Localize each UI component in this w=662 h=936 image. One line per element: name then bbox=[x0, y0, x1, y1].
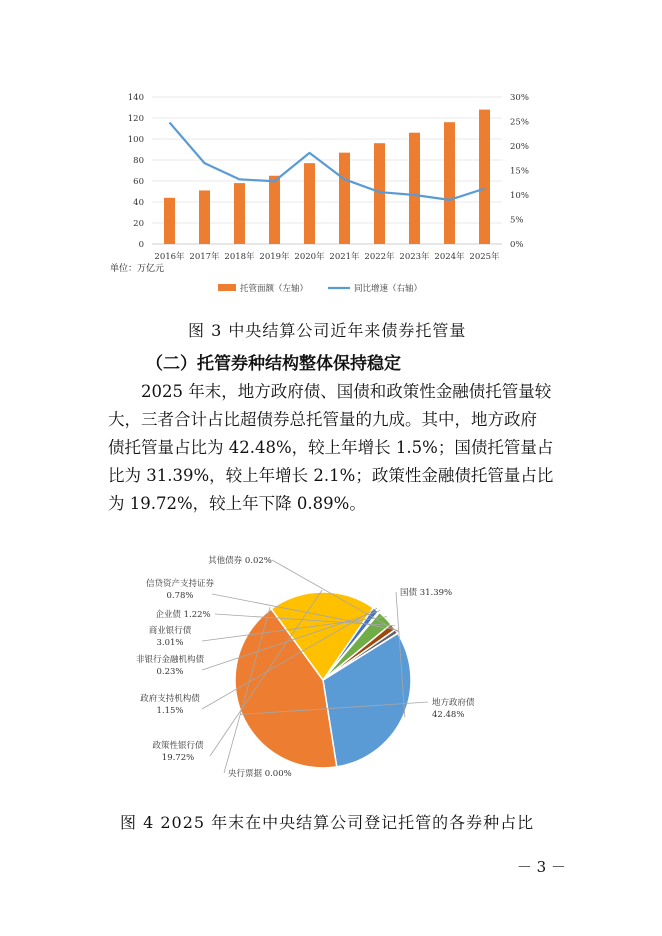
pie-label: 央行票据 0.00% bbox=[228, 769, 292, 779]
pie-chart bbox=[100, 548, 520, 783]
pie-label: 企业债 1.22% bbox=[155, 610, 211, 620]
legend-label: 托管面额（左轴） bbox=[240, 284, 309, 294]
pie-label: 信贷资产支持证券 bbox=[145, 579, 215, 589]
x-tick-label: 2023年 bbox=[399, 252, 430, 262]
figure-4-caption: 图 4 2025 年末在中央结算公司登记托管的各券种占比 bbox=[120, 813, 535, 832]
y-left-tick-label: 0 bbox=[138, 240, 144, 250]
pie-label: 政策性银行债 bbox=[152, 741, 204, 751]
y-right-tick-label: 30% bbox=[510, 93, 529, 103]
legend-label: 同比增速（右轴） bbox=[354, 284, 423, 294]
x-tick-label: 2017年 bbox=[189, 252, 220, 262]
y-left-tick-label: 140 bbox=[127, 93, 144, 103]
bar bbox=[479, 110, 490, 244]
y-left-tick-label: 80 bbox=[133, 156, 144, 166]
growth-rate-line bbox=[170, 122, 485, 199]
pie-label: 国债 31.39% bbox=[400, 588, 453, 598]
x-tick-label: 2025年 bbox=[469, 252, 500, 262]
section-heading: （二）托管券种结构整体保持稳定 bbox=[146, 354, 401, 374]
bar bbox=[374, 143, 385, 244]
y-right-tick-label: 25% bbox=[510, 117, 529, 128]
pie-label: 商业银行债 bbox=[148, 626, 192, 636]
bar bbox=[269, 176, 280, 244]
pie-label: 政府支持机构债 bbox=[140, 694, 200, 704]
pie-label: 非银行金融机构债 bbox=[135, 655, 205, 665]
y-right-tick-label: 0% bbox=[510, 240, 524, 250]
bar-line-chart bbox=[110, 85, 550, 300]
page-number: － 3 － bbox=[516, 858, 566, 876]
y-left-tick-label: 60 bbox=[133, 177, 144, 187]
paragraph-line: 大，三者合计占比超债券总托管量的九成。其中，地方政府 bbox=[108, 410, 537, 429]
chart-line bbox=[170, 122, 485, 199]
x-axis-ticks bbox=[154, 251, 500, 262]
pie-label-value: 42.48% bbox=[432, 710, 465, 720]
bar bbox=[339, 153, 350, 244]
chart-legend bbox=[218, 283, 422, 294]
x-tick-label: 2022年 bbox=[364, 252, 395, 262]
bar bbox=[409, 133, 420, 244]
y-left-tick-label: 120 bbox=[127, 114, 144, 124]
unit-label: 单位：万亿元 bbox=[110, 264, 165, 274]
pie-label-value: 1.15% bbox=[156, 706, 184, 716]
y-right-tick-label: 20% bbox=[510, 142, 529, 152]
bar bbox=[304, 163, 315, 244]
bar bbox=[234, 183, 245, 244]
y-axis-left-ticks bbox=[128, 93, 144, 250]
bar bbox=[199, 190, 210, 244]
x-tick-label: 2018年 bbox=[224, 252, 255, 262]
paragraph-line: 为 19.72%，较上年下降 0.89%。 bbox=[108, 494, 366, 513]
pie-label: 地方政府债 bbox=[432, 698, 475, 708]
pie-label-value: 0.78% bbox=[166, 591, 194, 601]
paragraph-line: 债托管量占比为 42.48%，较上年增长 1.5%；国债托管量占 bbox=[108, 438, 554, 457]
x-tick-label: 2021年 bbox=[329, 252, 360, 262]
x-tick-label: 2016年 bbox=[154, 252, 185, 262]
legend-swatch-bar bbox=[218, 284, 236, 291]
figure-3-caption: 图 3 中央结算公司近年来债券托管量 bbox=[188, 321, 467, 340]
y-left-tick-label: 100 bbox=[127, 135, 144, 145]
pie-label-value: 0.23% bbox=[156, 667, 184, 677]
bar bbox=[444, 122, 455, 244]
body-paragraph bbox=[108, 378, 578, 518]
bar bbox=[164, 198, 175, 244]
y-left-tick-label: 20 bbox=[133, 219, 144, 229]
pie-label-value: 19.72% bbox=[161, 753, 195, 763]
pie-label: 其他债券 0.02% bbox=[208, 556, 272, 566]
y-axis-right-ticks bbox=[510, 93, 529, 250]
paragraph-line: 2025 年末，地方政府债、国债和政策性金融债托管量较 bbox=[141, 382, 552, 401]
y-right-tick-label: 10% bbox=[510, 191, 529, 201]
y-right-tick-label: 5% bbox=[510, 215, 524, 226]
pie-label-value: 3.01% bbox=[156, 638, 184, 648]
y-left-tick-label: 40 bbox=[133, 198, 144, 208]
x-tick-label: 2024年 bbox=[434, 252, 465, 262]
chart-bars bbox=[164, 110, 490, 244]
paragraph-line: 比为 31.39%，较上年增长 2.1%；政策性金融债托管量占比 bbox=[108, 466, 554, 485]
y-right-tick-label: 15% bbox=[510, 166, 529, 177]
x-tick-label: 2020年 bbox=[294, 252, 325, 262]
x-tick-label: 2019年 bbox=[259, 252, 290, 262]
